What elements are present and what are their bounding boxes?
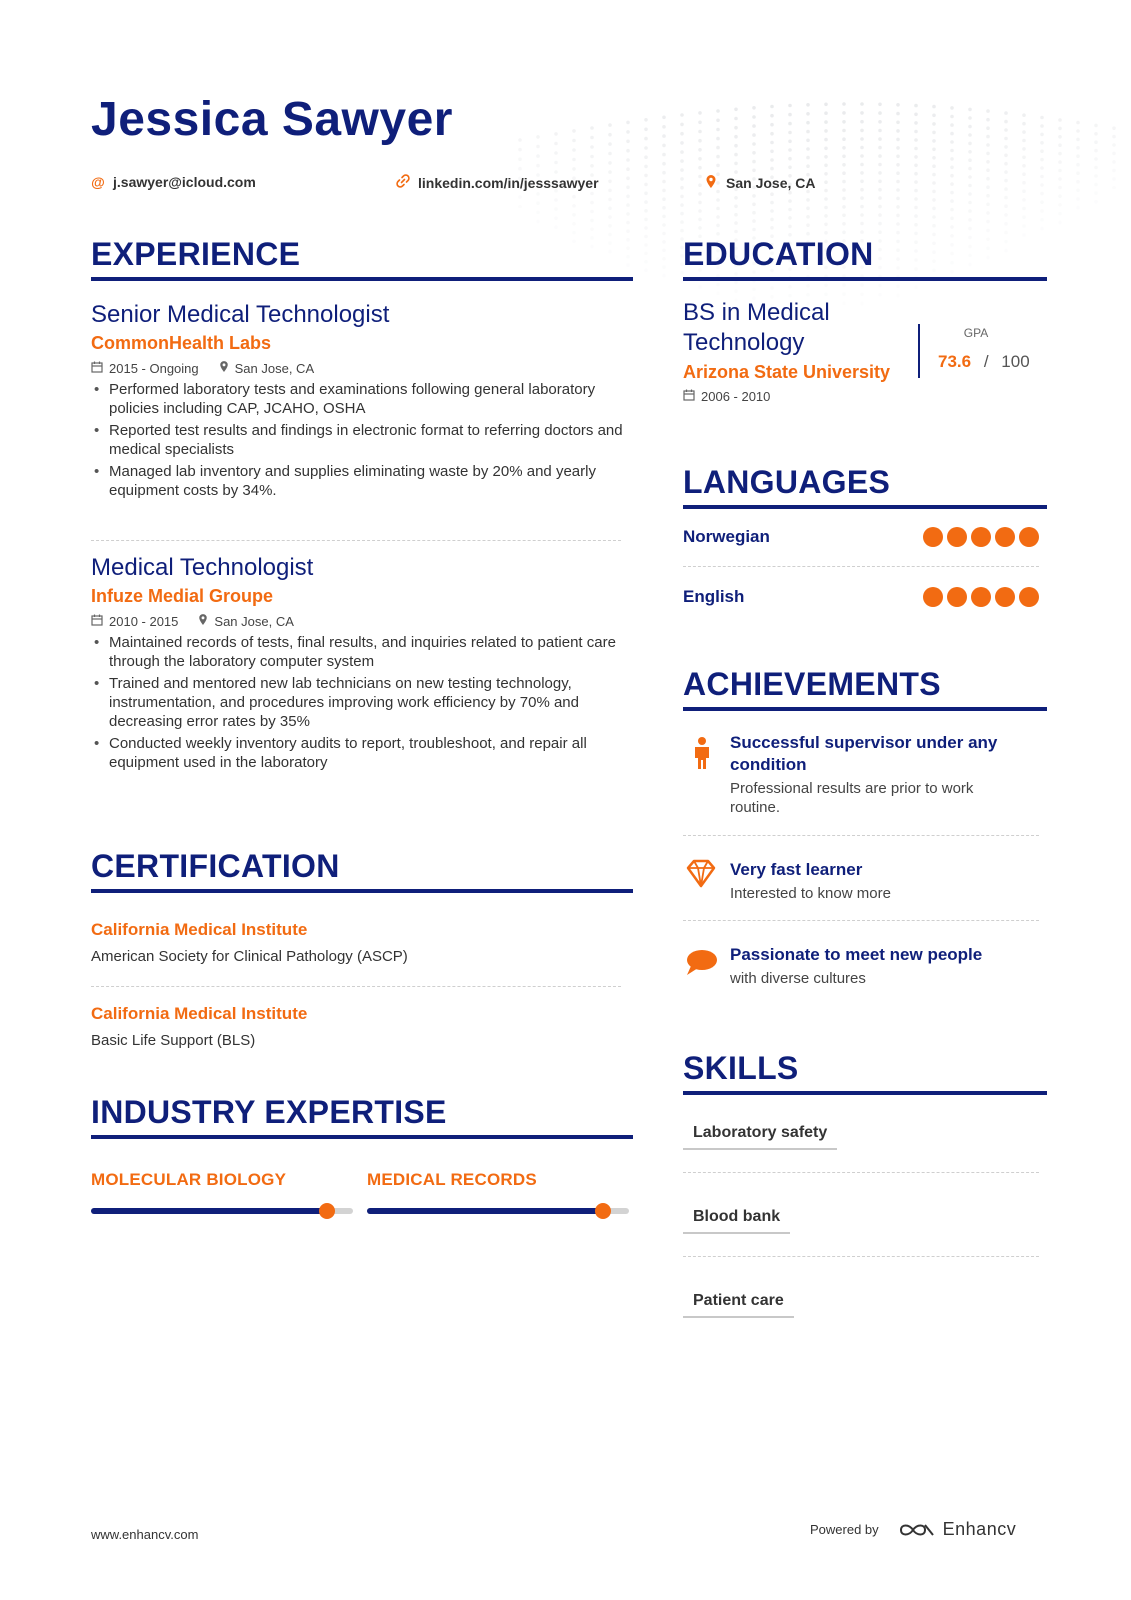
job-bullet: • Maintained records of tests, final results, and inquiries related to patient care through the laboratory computer system [91,633,633,671]
footer-website[interactable]: www.enhancv.com [91,1527,199,1542]
gpa-max: 100 [1001,352,1030,371]
expertise-label: MEDICAL RECORDS [367,1170,537,1189]
expertise-item [91,1170,353,1214]
certification-org: Basic Life Support (BLS) [91,1032,256,1049]
language-level-dot [995,527,1015,547]
language-level-dot [1019,527,1039,547]
location-pin-icon [219,360,229,376]
job-meta [91,613,633,629]
achievement-item [683,732,1035,817]
achievement-title: Very fast learner [730,860,863,879]
language-name: English [683,587,745,606]
skills-heading: SKILLS [683,1050,1047,1095]
achievement-title [730,732,1035,776]
footer-branding [810,1519,1016,1540]
job-bullet: • Performed laboratory tests and examinations following general laboratory policies including CAP, JCAHO, OSHA [91,380,633,418]
certification-item [91,920,633,965]
gpa-box [938,326,1048,372]
job-title: Senior Medical Technologist [91,301,390,328]
language-level-dot [923,587,943,607]
language-level-dot [971,527,991,547]
languages-heading: LANGUAGES [683,464,1047,509]
achievements-section [683,666,1047,711]
gpa-divider [918,324,920,378]
expertise-item [367,1170,629,1214]
candidate-name: Jessica Sawyer [91,93,453,146]
job-bullet: • Trained and mentored new lab technicians on new testing technology, instrumentation, and procedures improving work efficiency by 70% and decreasing error rates by 35% [91,674,633,731]
gpa-separator: / [983,352,989,371]
calendar-icon [91,361,103,376]
certification-org: American Society for Clinical Pathology (ASCP) [91,948,408,965]
diamond-icon [683,859,719,893]
job-company: Infuze Medial Groupe [91,586,274,606]
job-bullet: • Conducted weekly inventory audits to report, troubleshoot, and repair all equipment used in the laboratory [91,734,633,772]
gpa-score [938,352,1048,372]
language-name: Norwegian [683,527,770,546]
language-level-dot [947,527,967,547]
expertise-bar-fill [91,1208,327,1214]
language-level-dot [923,527,943,547]
location-pin-icon [704,174,718,192]
job-bullets [91,380,633,500]
language-item [683,587,1039,607]
enhancv-logo[interactable] [899,1519,1017,1540]
person-icon [683,736,719,770]
achievement-desc-line: Professional results are prior to work [730,780,974,797]
language-level-dot [947,587,967,607]
location-text: San Jose, CA [726,175,816,191]
language-level-dot [971,587,991,607]
certification-section [91,848,633,893]
calendar-icon [91,614,103,629]
linkedin-text: linkedin.com/in/jesssawyer [418,174,599,191]
education-dates: 2006 - 2010 [701,389,771,404]
at-sign-icon: @ [91,174,105,190]
brand-name: Enhancv [942,1519,1017,1539]
certification-item [91,1004,633,1049]
education-meta [683,389,913,404]
achievements-heading: ACHIEVEMENTS [683,666,1047,711]
gpa-label: GPA [963,326,989,340]
language-level-dots [923,587,1039,607]
industry-expertise-heading: INDUSTRY EXPERTISE [91,1094,633,1139]
degree-line-2: Technology [683,329,805,356]
job-entry [91,554,633,772]
job-title: Medical Technologist [91,554,314,581]
skill-tag: Blood bank [683,1208,790,1234]
language-item [683,527,1039,547]
job-meta [91,360,633,376]
email-text: j.sawyer@icloud.com [113,174,256,190]
education-section [683,236,1047,281]
degree-line-1: BS in Medical [683,299,830,326]
powered-by-text: Powered by [810,1522,879,1537]
certification-heading: CERTIFICATION [91,848,633,893]
contact-email[interactable] [91,174,256,190]
divider [683,1256,1039,1257]
expertise-bar-knob [595,1203,611,1219]
job-location: San Jose, CA [214,613,294,629]
calendar-icon [683,389,695,404]
achievement-desc [730,779,1035,817]
achievement-desc: Interested to know more [730,885,891,902]
divider [683,835,1039,836]
industry-expertise-section [91,1094,633,1139]
achievement-title-line: condition [730,755,807,774]
skill-tag: Laboratory safety [683,1124,837,1150]
gpa-value: 73.6 [938,352,972,371]
skill-tag: Patient care [683,1292,794,1318]
job-dates: 2015 - Ongoing [109,360,199,376]
achievement-item [683,859,1035,903]
certification-name: California Medical Institute [91,1004,308,1023]
contact-location [704,174,815,192]
education-heading: EDUCATION [683,236,1047,281]
achievement-title-line: Successful supervisor under any [730,733,998,752]
experience-section [91,236,633,500]
languages-section [683,464,1047,509]
skills-section [683,1050,1047,1095]
job-location: San Jose, CA [234,360,315,376]
divider [91,986,621,987]
divider [683,920,1039,921]
job-bullet: • Reported test results and findings in electronic format to referring doctors and medical specialists [91,421,633,459]
job-entry [91,301,633,500]
job-bullets [91,633,633,772]
education-entry [683,298,913,404]
expertise-bar-fill [367,1208,603,1214]
link-icon [396,174,410,191]
language-level-dot [1019,587,1039,607]
achievement-item [683,944,1035,988]
achievement-title: Passionate to meet new people [730,945,983,964]
expertise-bar-track [367,1208,629,1214]
expertise-bar-track [91,1208,353,1214]
language-level-dot [995,587,1015,607]
divider [683,1172,1039,1173]
school-name: Arizona State University [683,362,891,382]
job-bullet: • Managed lab inventory and supplies eliminating waste by 20% and yearly equipment costs by 34%. [91,462,633,500]
job-company: CommonHealth Labs [91,333,272,353]
speech-bubble-icon [683,948,719,982]
job-dates: 2010 - 2015 [109,613,179,629]
divider [91,540,621,541]
achievement-desc-line: routine. [730,799,781,816]
experience-heading: EXPERIENCE [91,236,633,281]
contact-linkedin[interactable] [396,174,599,191]
certification-name: California Medical Institute [91,920,308,939]
location-pin-icon [198,613,208,629]
language-level-dots [923,527,1039,547]
expertise-label: MOLECULAR BIOLOGY [91,1170,287,1189]
expertise-bar-knob [319,1203,335,1219]
enhancv-logo-icon [899,1521,935,1539]
divider [683,566,1039,567]
achievement-desc: with diverse cultures [730,970,866,987]
